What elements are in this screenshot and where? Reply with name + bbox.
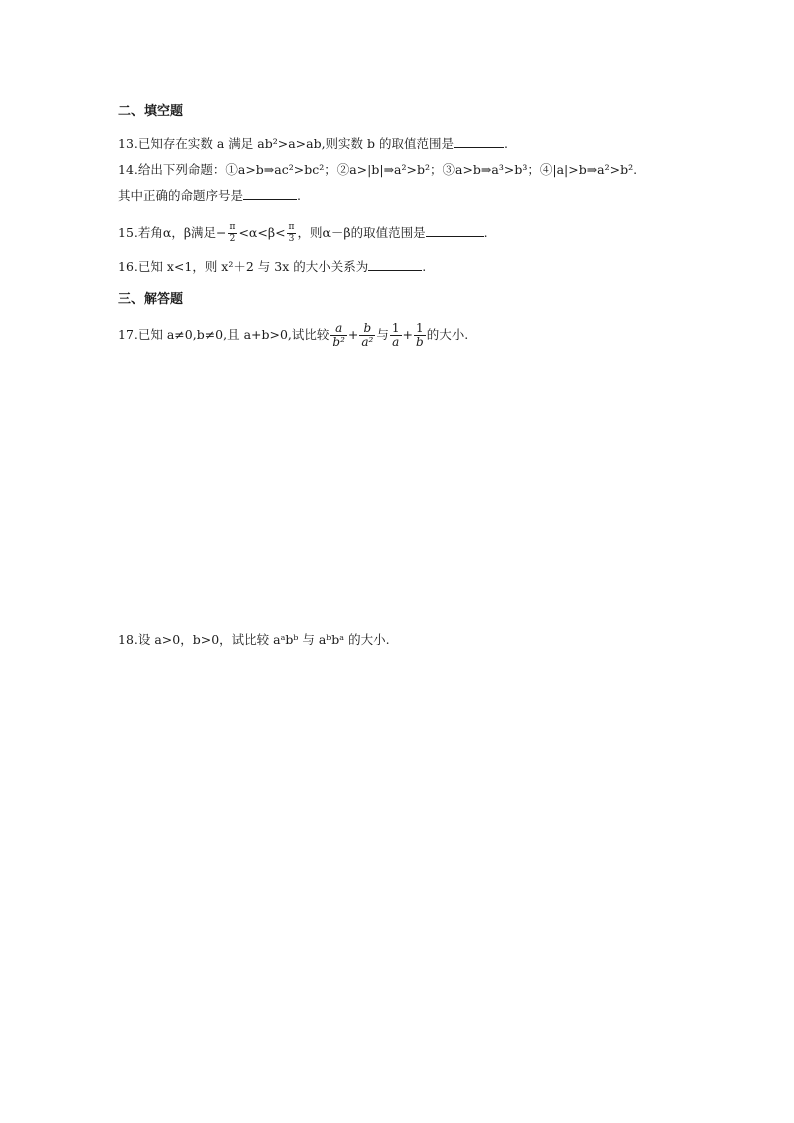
question-14-line2	[118, 188, 301, 204]
answer-blank-14[interactable]	[243, 188, 297, 200]
question-13	[118, 136, 508, 152]
question-17	[118, 322, 468, 349]
question-14-end: .	[297, 188, 301, 203]
question-13-end: .	[504, 136, 508, 151]
question-14-line2-text: 其中正确的命题序号是	[118, 188, 244, 203]
question-14-text: 14.给出下列命题：①a>b⇒ac²>bc²；②a>|b|⇒a²>b²；③a>b⇒a³>b³；④|a|>b⇒a²>b².	[118, 162, 638, 177]
question-14	[118, 162, 637, 178]
fraction-neg-pi-over-2: $\frac{\pi}{2}$	[229, 222, 236, 244]
question-17-with: 与	[376, 327, 389, 342]
plus-sign: +	[402, 327, 414, 342]
question-16-text: 16.已知 x<1，则 x²＋2 与 3x 的大小关系为	[118, 259, 369, 274]
fraction-b-over-a-squared: $\frac{b}{\text{a²}}$	[361, 321, 374, 349]
question-17-suffix: 的大小.	[426, 327, 469, 342]
question-15-prefix: 15.若角α，β满足−	[118, 225, 227, 240]
question-15	[118, 222, 488, 245]
answer-blank-13[interactable]	[454, 136, 504, 148]
fraction-1-over-b: $\frac{1}{b}$	[416, 321, 424, 349]
fraction-1-over-a: $\frac{1}{a}$	[391, 321, 400, 349]
question-15-end: .	[483, 225, 488, 240]
answer-blank-15[interactable]	[426, 225, 484, 237]
question-16	[118, 259, 426, 275]
fraction-pi-over-3: $\frac{\pi}{3}$	[288, 222, 295, 244]
answer-blank-16[interactable]	[368, 259, 422, 271]
fraction-a-over-b-squared: $\frac{a}{\text{b²}}$	[332, 321, 345, 349]
question-18	[118, 632, 390, 648]
plus-sign: +	[347, 327, 359, 342]
question-17-prefix: 17.已知 a≠0,b≠0,且 a+b>0,试比较	[118, 327, 330, 342]
question-13-text: 13.已知存在实数 a 满足 ab²>a>ab,则实数 b 的取值范围是	[118, 136, 454, 151]
section-solution-heading: 三、解答题	[118, 292, 184, 307]
section-fill-blank-heading: 二、填空题	[118, 104, 184, 119]
question-16-end: .	[422, 259, 427, 274]
question-15-mid: <α<β<	[238, 225, 286, 240]
question-18-text: 18.设 a>0，b>0，试比较 aᵃbᵇ 与 aᵇbᵃ 的大小.	[118, 632, 390, 647]
question-15-suffix: ，则α－β的取值范围是	[297, 225, 426, 240]
